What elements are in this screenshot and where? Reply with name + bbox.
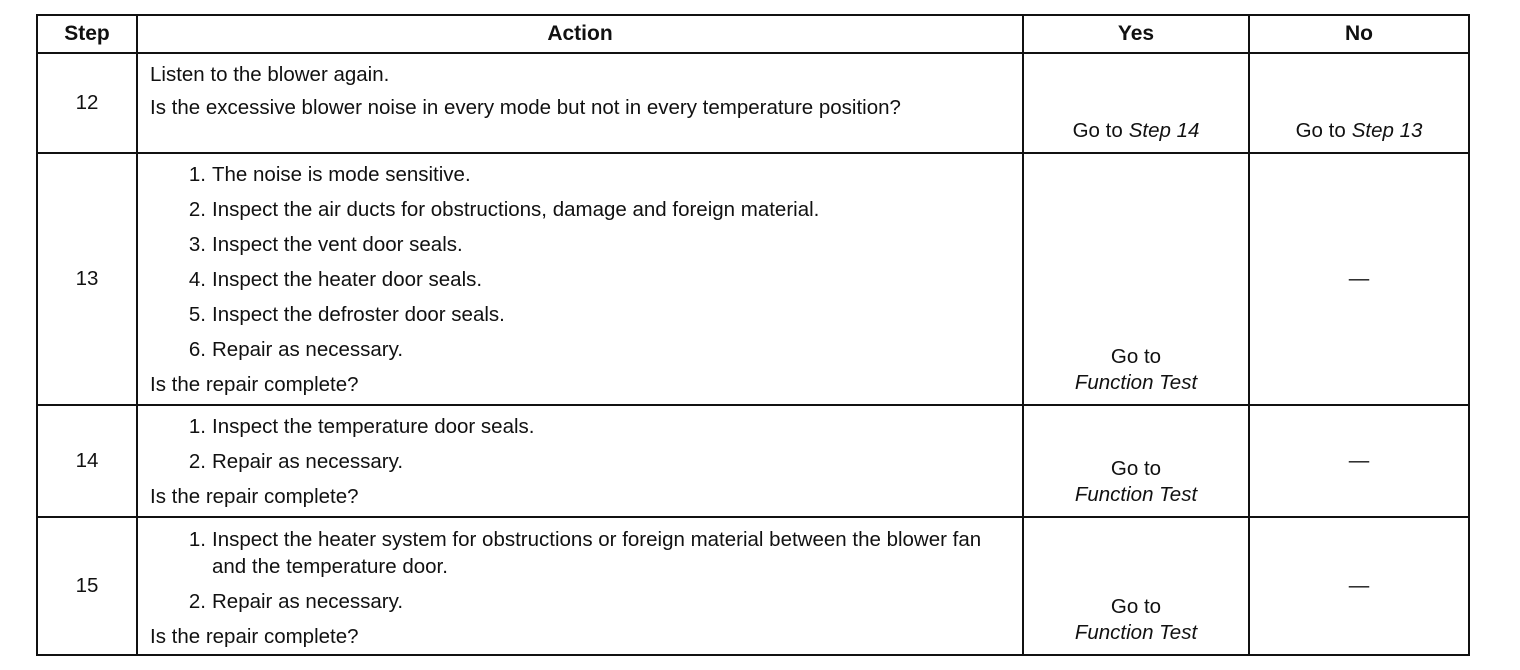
no-cell: —: [1249, 517, 1469, 655]
list-item: 1. Inspect the temperature door seals.: [188, 415, 535, 438]
list-item: 3. Inspect the vent door seals.: [188, 233, 463, 256]
action-cell: [137, 153, 1023, 405]
step-number: 12: [37, 53, 137, 153]
yes-cell[interactable]: [1023, 53, 1249, 153]
header-action: Action: [137, 15, 1023, 53]
step-number: 14: [37, 405, 137, 517]
question-text: Is the repair complete?: [150, 485, 359, 508]
list-item: 1. Inspect the heater system for obstructions or foreign material between the blower fan and the temperature door.: [188, 528, 982, 578]
yes-prefix: Go to: [1110, 457, 1162, 480]
list-item: 1. The noise is mode sensitive.: [188, 163, 471, 186]
action-cell: [137, 405, 1023, 517]
header-no: No: [1249, 15, 1469, 53]
yes-cell[interactable]: [1023, 517, 1249, 655]
yes-prefix: Go to: [1072, 119, 1123, 142]
list-item: 6. Repair as necessary.: [188, 338, 404, 361]
no-cell[interactable]: [1249, 53, 1469, 153]
action-cell: [137, 517, 1023, 655]
header-yes: Yes: [1023, 15, 1249, 53]
header-row: [37, 15, 1469, 53]
diagnostic-table: [36, 14, 1470, 656]
list-item: 4. Inspect the heater door seals.: [188, 268, 483, 291]
no-link[interactable]: Step 13: [1351, 119, 1423, 142]
list-item: 2. Inspect the air ducts for obstructions, damage and foreign material.: [188, 198, 820, 221]
yes-link[interactable]: Function Test: [1074, 371, 1198, 394]
table-row: [37, 53, 1469, 153]
table-row: [37, 517, 1469, 655]
yes-link[interactable]: Function Test: [1074, 483, 1198, 506]
no-cell: —: [1249, 153, 1469, 405]
action-cell: [137, 53, 1023, 153]
yes-link[interactable]: Function Test: [1074, 621, 1198, 644]
list-item: 2. Repair as necessary.: [188, 450, 404, 473]
action-list: [150, 162, 1012, 363]
step-number: 13: [37, 153, 137, 405]
yes-cell[interactable]: [1023, 405, 1249, 517]
question-text: Is the repair complete?: [150, 373, 359, 396]
action-list: [150, 526, 1012, 615]
table-row: [37, 153, 1469, 405]
header-step: Step: [37, 15, 137, 53]
step-number: 15: [37, 517, 137, 655]
question-text: Is the repair complete?: [150, 625, 359, 648]
no-cell: —: [1249, 405, 1469, 517]
yes-prefix: Go to: [1110, 345, 1162, 368]
table-row: [37, 405, 1469, 517]
yes-cell[interactable]: [1023, 153, 1249, 405]
yes-prefix: Go to: [1110, 595, 1162, 618]
action-list: [150, 414, 1012, 475]
list-item: 2. Repair as necessary.: [188, 590, 404, 613]
question-text: Is the excessive blower noise in every mode but not in every temperature position?: [150, 96, 901, 119]
no-prefix: Go to: [1295, 119, 1346, 142]
yes-link[interactable]: Step 14: [1128, 119, 1200, 142]
action-text: Listen to the blower again.: [150, 63, 390, 86]
list-item: 5. Inspect the defroster door seals.: [188, 303, 505, 326]
